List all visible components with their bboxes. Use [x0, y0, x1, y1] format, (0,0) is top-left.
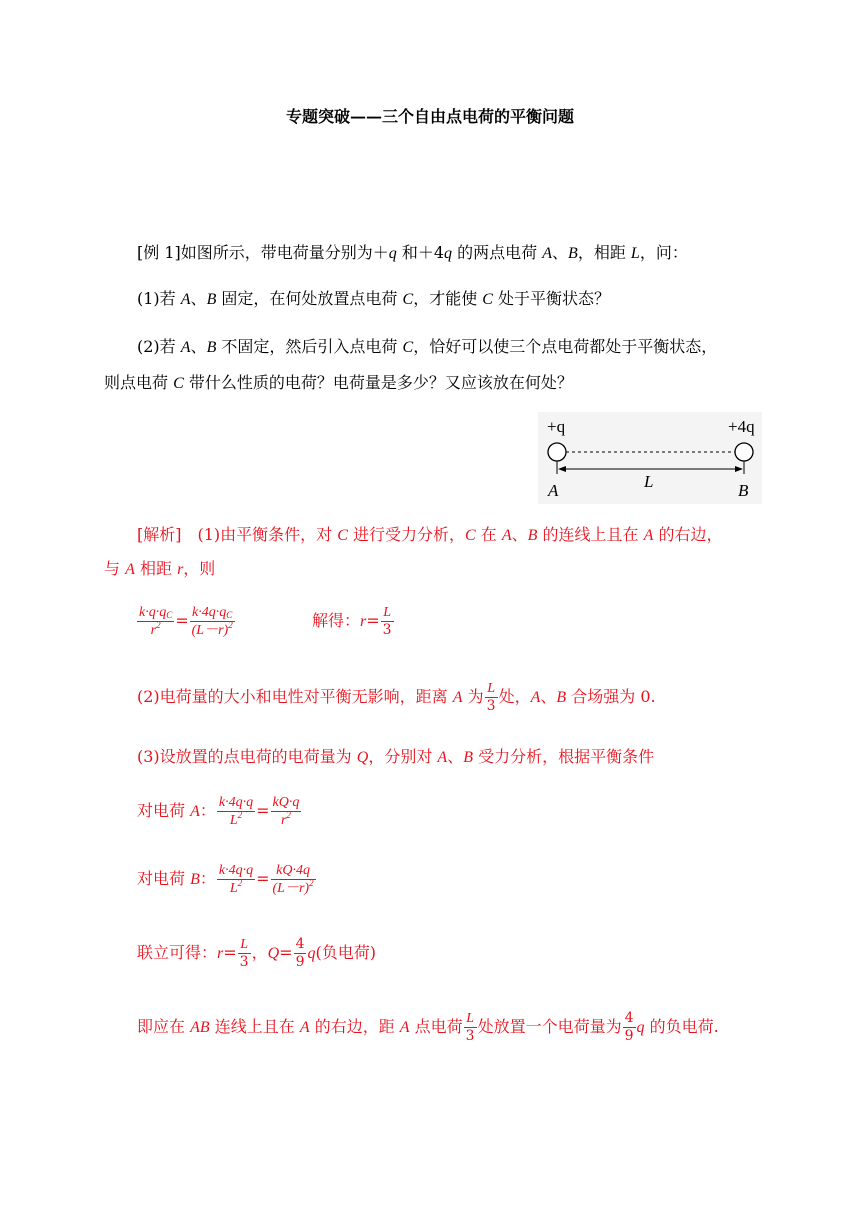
equation-1-solution [312, 604, 395, 639]
text: 固定，在何处放置点电荷 [216, 289, 403, 308]
text: 带什么性质的电荷？电荷量是多少？又应该放在何处？ [183, 373, 573, 392]
var-B: B [463, 749, 473, 766]
fraction-rhs [271, 862, 316, 897]
fraction-L-over-3 [485, 680, 498, 715]
label-plus-q: +q [547, 417, 566, 436]
text: 、 [447, 747, 464, 766]
charge-A-circle [548, 443, 566, 461]
denominator: 3 [486, 698, 496, 714]
fraction-4-over-9 [294, 936, 307, 971]
equation-1 [136, 604, 236, 639]
var-AB: AB [190, 1019, 210, 1036]
numerator: 4 [624, 1010, 634, 1026]
label-L: L [644, 472, 654, 491]
var-A: A [299, 1019, 310, 1036]
fraction-L-over-3 [238, 936, 251, 971]
text: L [229, 813, 238, 828]
label-A: A [548, 481, 559, 500]
superscript: 2 [237, 878, 243, 888]
text: (负电荷) [315, 943, 376, 962]
text: 点电荷 [409, 1017, 463, 1036]
text: 受力分析，根据平衡条件 [473, 747, 655, 766]
solution-p2 [137, 680, 656, 715]
text: 则点电荷 [104, 373, 174, 392]
fraction-L-over-3 [381, 604, 394, 639]
numerator: kQ·4q [271, 862, 316, 880]
charge-diagram [538, 412, 762, 504]
text: 、 [552, 243, 569, 262]
equals: = [256, 801, 270, 820]
denominator: 3 [465, 1028, 475, 1044]
text: 解得： [312, 611, 361, 630]
text: (L－r) [272, 881, 310, 896]
denominator: 9 [624, 1028, 634, 1044]
var-B: B [206, 291, 217, 308]
equals: = [223, 943, 237, 962]
text: ，相距 [577, 243, 631, 262]
text: 即应在 [137, 1017, 191, 1036]
fraction-rhs [271, 794, 302, 829]
text: (1)若 [137, 289, 181, 308]
text: ， [251, 943, 268, 962]
equals: = [175, 611, 189, 630]
text: ： [199, 869, 216, 888]
numerator: L [238, 936, 251, 954]
var-A: A [501, 527, 512, 544]
question-1 [137, 288, 610, 311]
text: ，才能使 [413, 289, 483, 308]
var-B: B [190, 871, 200, 888]
superscript: 2 [228, 620, 233, 630]
example-intro [137, 242, 688, 265]
text: r [150, 623, 157, 638]
var-A: A [180, 339, 191, 356]
var-A: A [530, 689, 541, 706]
text: ，分别对 [368, 747, 438, 766]
text: 相距 [134, 559, 178, 578]
var-q: q [388, 245, 397, 262]
text: 对电荷 [137, 801, 191, 820]
var-C: C [482, 291, 493, 308]
denominator: 3 [239, 954, 249, 970]
text: (L－r) [191, 623, 229, 638]
var-A: A [125, 561, 135, 578]
var-C: C [465, 527, 476, 544]
text: 联立可得： [137, 943, 218, 962]
equals: = [256, 869, 270, 888]
text: ，问： [639, 243, 688, 262]
var-L: L [630, 245, 640, 262]
text: 、 [190, 337, 207, 356]
text: 为 [462, 687, 484, 706]
superscript: 2 [286, 810, 291, 820]
text: 在 [475, 525, 502, 544]
text: 、 [511, 525, 528, 544]
var-C: C [337, 527, 348, 544]
denominator: 9 [295, 954, 305, 970]
var-B: B [527, 527, 538, 544]
var-C: C [173, 375, 184, 392]
numerator: kQ·q [272, 795, 300, 810]
subscript: C [166, 610, 173, 620]
var-A: A [190, 803, 200, 820]
var-q: q [636, 1019, 645, 1036]
solution-p3 [137, 746, 654, 769]
denominator: 3 [382, 622, 392, 638]
numerator: L [485, 680, 498, 698]
solution-p1-line-2 [104, 558, 215, 581]
text: k·q·q [139, 605, 167, 620]
question-2-line-1 [137, 336, 717, 359]
text: ： [199, 801, 216, 820]
text: [例 1]如图所示，带电荷量分别为＋ [137, 243, 389, 262]
var-B: B [206, 339, 217, 356]
numerator: k·4q·q [218, 863, 254, 878]
text: 不固定，然后引入点电荷 [216, 337, 403, 356]
text: 连线上且在 [209, 1017, 300, 1036]
fraction-lhs [217, 862, 255, 897]
var-Q: Q [267, 945, 280, 962]
text: ，则 [183, 559, 216, 578]
var-A: A [399, 1019, 410, 1036]
var-q: q [307, 945, 316, 962]
conclusion [137, 1010, 719, 1045]
var-A: A [437, 749, 448, 766]
var-r: r [360, 613, 367, 630]
text: k·4q·q [192, 605, 227, 620]
equals: = [279, 943, 293, 962]
fraction-4-over-9 [623, 1010, 636, 1045]
fraction-rhs [190, 604, 235, 639]
var-Q: Q [356, 749, 369, 766]
text: 与 [104, 559, 126, 578]
text: 对电荷 [137, 869, 191, 888]
text: (3)设放置的点电荷的电荷量为 [137, 747, 357, 766]
text: 的两点电荷 [452, 243, 543, 262]
numerator: k·4q·q [218, 795, 254, 810]
solution-p1-line-1 [137, 524, 723, 547]
superscript: 2 [309, 878, 314, 888]
text: 的右边， [653, 525, 723, 544]
text: ，恰好可以使三个点电荷都处于平衡状态， [413, 337, 718, 356]
equation-charge-B [137, 862, 317, 897]
numerator: L [464, 1010, 477, 1028]
superscript: 2 [156, 620, 161, 630]
result [137, 936, 376, 971]
var-B: B [568, 245, 578, 262]
page-title: 专题突破——三个自由点电荷的平衡问题 [285, 107, 574, 126]
fraction-lhs [217, 794, 255, 829]
fraction-lhs [137, 604, 174, 639]
text: 和＋4 [396, 243, 445, 262]
numerator: L [381, 604, 394, 622]
text: r [280, 813, 287, 828]
var-A: A [452, 689, 463, 706]
var-r: r [177, 561, 184, 578]
superscript: 2 [237, 810, 243, 820]
subscript: C [226, 610, 233, 620]
var-A: A [643, 527, 654, 544]
var-C: C [402, 291, 414, 308]
question-2-line-2 [104, 372, 573, 395]
var-C: C [402, 339, 414, 356]
text: 进行受力分析， [347, 525, 466, 544]
equals: = [366, 611, 380, 630]
text: 处于平衡状态？ [492, 289, 611, 308]
equation-charge-A [137, 794, 302, 829]
numerator: 4 [295, 936, 305, 952]
var-B: B [556, 689, 567, 706]
var-A: A [180, 291, 191, 308]
text: 的负电荷. [644, 1017, 719, 1036]
text: 合场强为 0. [566, 687, 656, 706]
var-A: A [542, 245, 553, 262]
charge-B-circle [735, 443, 753, 461]
var-r: r [217, 945, 224, 962]
text: [解析] (1)由平衡条件，对 [137, 525, 338, 544]
text: (2)电荷量的大小和电性对平衡无影响，距离 [137, 687, 453, 706]
text: 、 [190, 289, 207, 308]
label-B: B [738, 481, 749, 500]
label-plus-4q: +4q [728, 417, 755, 436]
text: 处放置一个电荷量为 [477, 1017, 622, 1036]
text: 的右边，距 [309, 1017, 400, 1036]
fraction-L-over-3 [464, 1010, 477, 1045]
text: 、 [540, 687, 557, 706]
text: (2)若 [137, 337, 181, 356]
text: L [229, 881, 238, 896]
text: 的连线上且在 [537, 525, 644, 544]
text: 处， [498, 687, 531, 706]
var-q: q [444, 245, 453, 262]
